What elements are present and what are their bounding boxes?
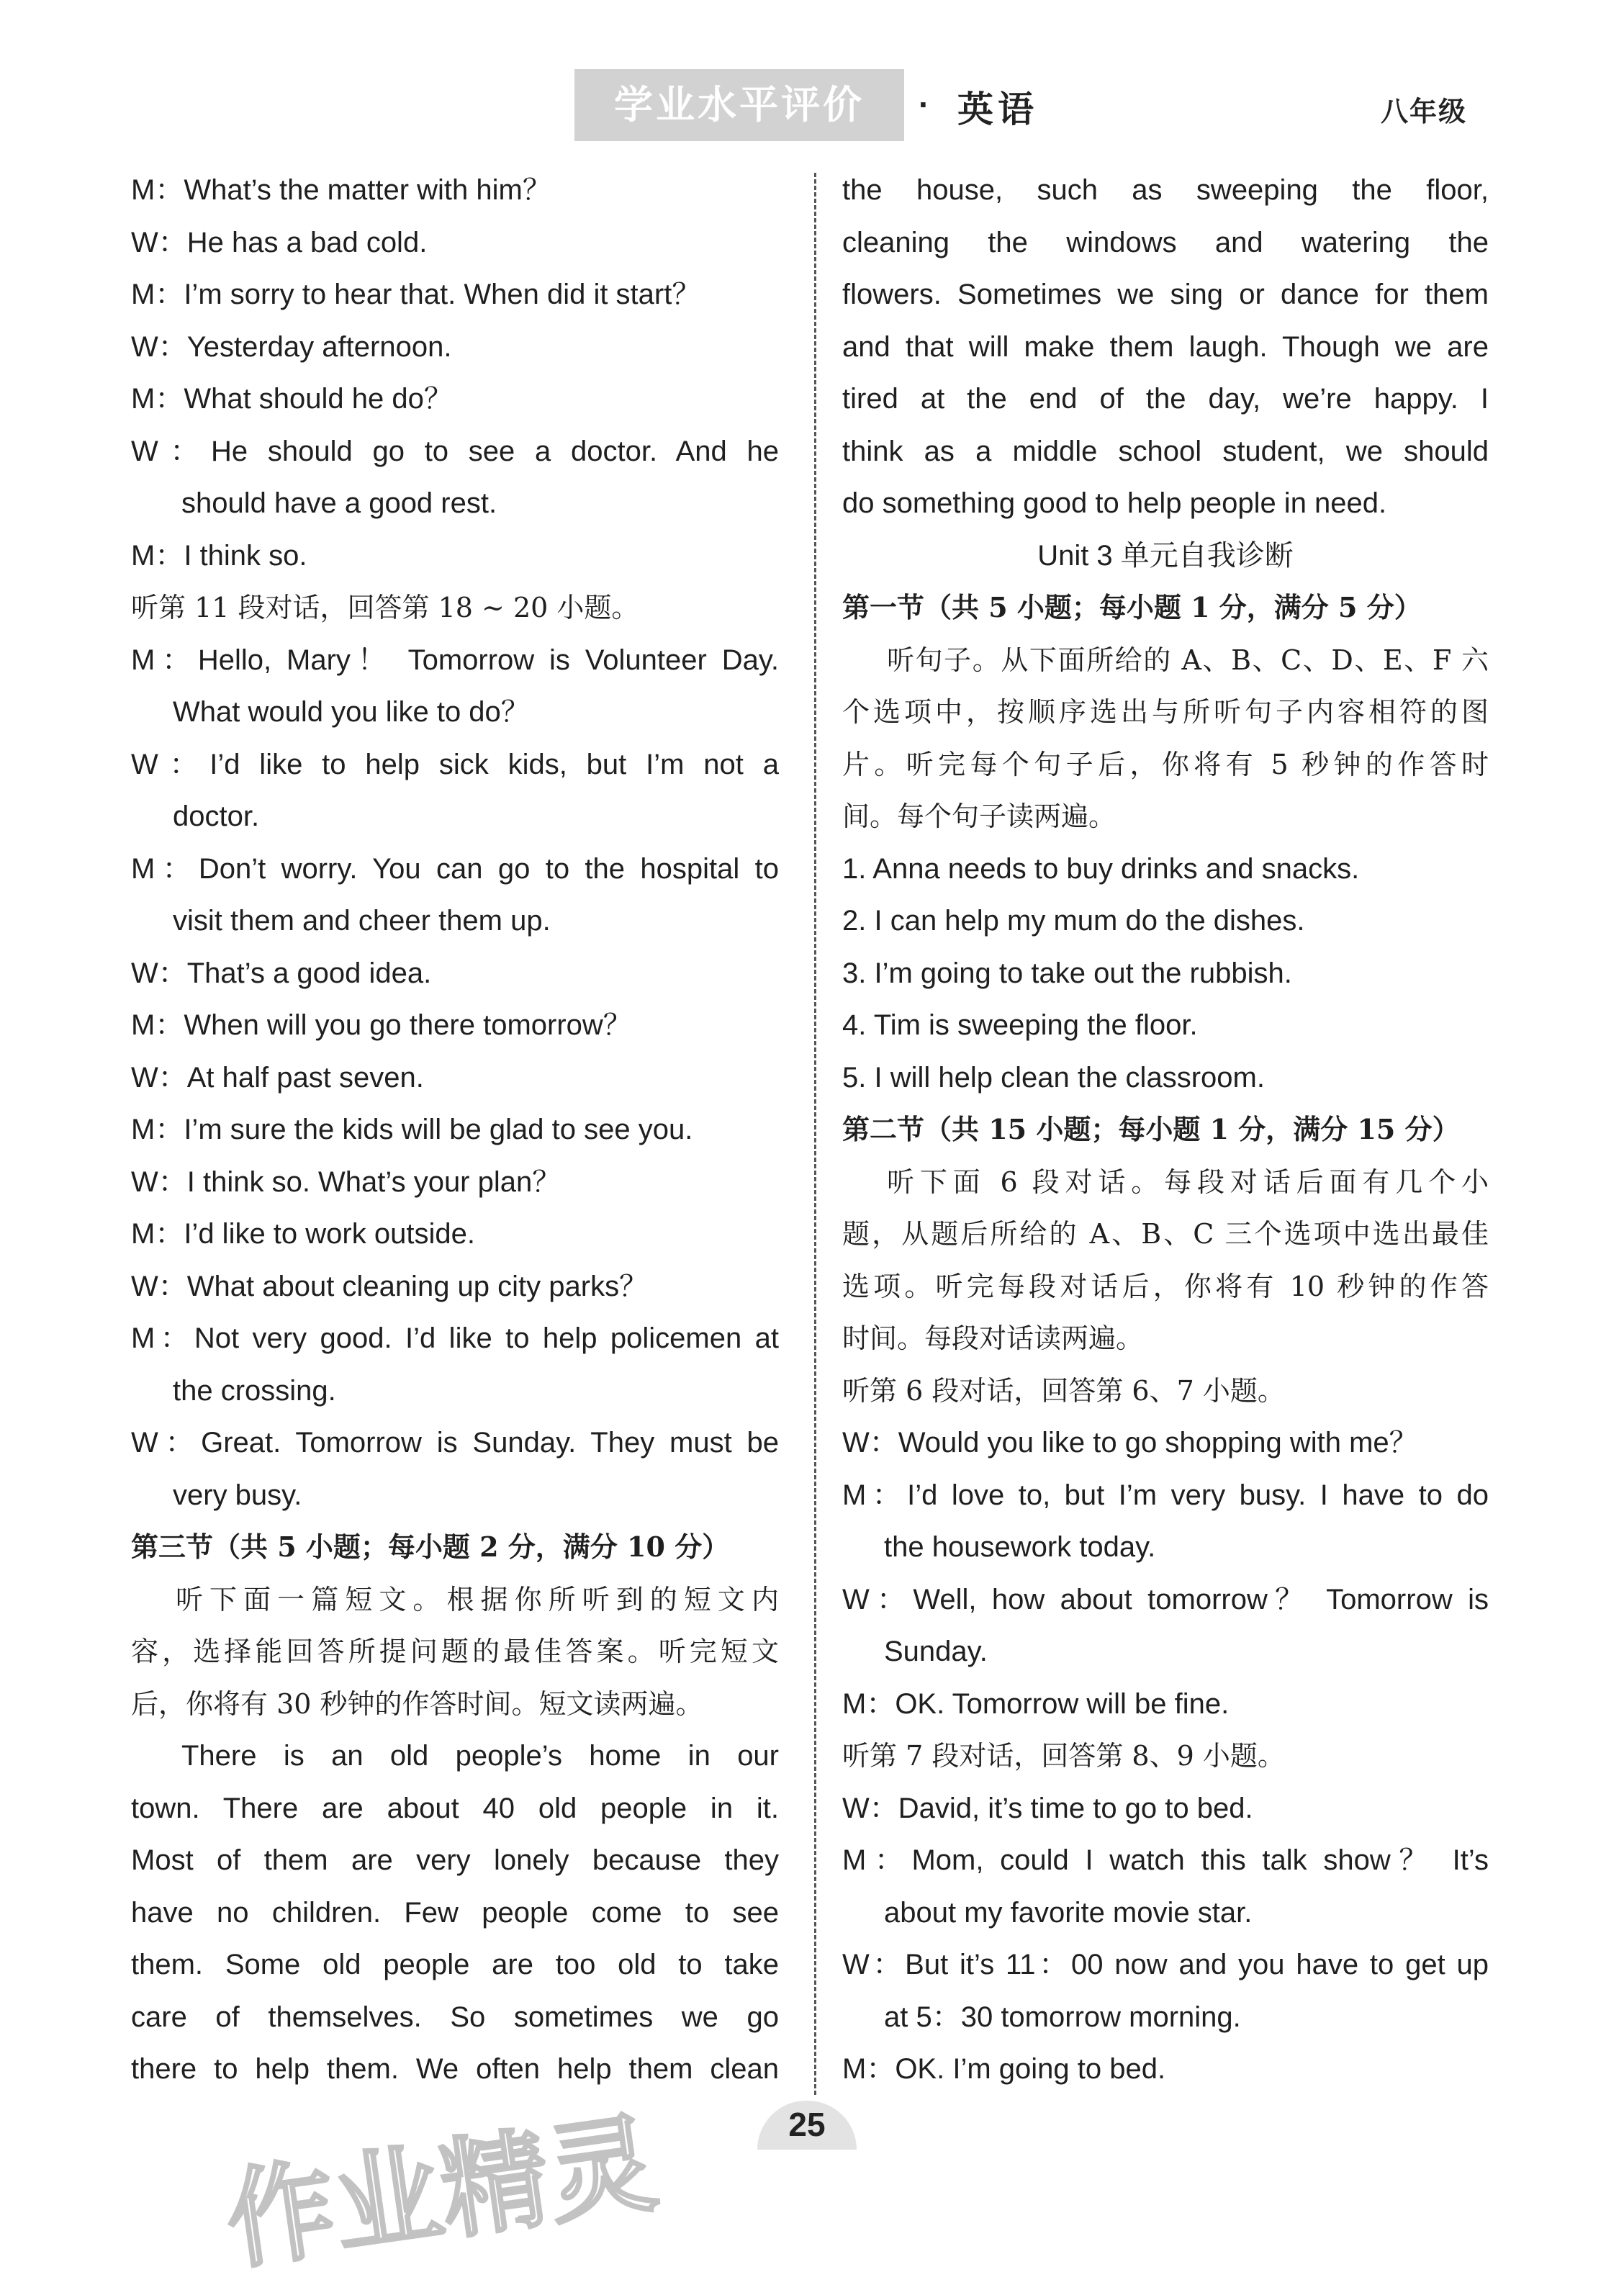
watermark-logo: 作业精灵 [219, 2101, 664, 2286]
dialogue-line: M：I think so. [131, 539, 307, 572]
left-column [131, 164, 779, 2096]
passage-line: cleaning the windows and watering the [842, 226, 1489, 258]
section-heading: 第三节（共 5 小题；每小题 2 分，满分 10 分） [131, 1531, 730, 1563]
right-column [842, 164, 1489, 2096]
sentence-item: 3. I’m going to take out the rubbish. [842, 957, 1292, 989]
dialogue-line: M：Don’t worry. You can go to the hospital to [131, 852, 779, 885]
instruction-paragraph: 片。听完每个句子后，你将有 5 秒钟的作答时 [842, 748, 1489, 780]
dialogue-line-continued: about my favorite movie star. [884, 1896, 1253, 1929]
instruction-paragraph: 后，你将有 30 秒钟的作答时间。短文读两遍。 [131, 1687, 703, 1720]
dialogue-line-continued: at 5：30 tomorrow morning. [884, 2001, 1241, 2033]
page-number: 25 [788, 2106, 826, 2143]
dialogue-line-continued: the crossing. [173, 1374, 336, 1407]
dialogue-line: M：Mom, could I watch this talk show？ It’s [842, 1844, 1489, 1876]
section-heading: 第二节（共 15 小题；每小题 1 分，满分 15 分） [842, 1113, 1460, 1145]
dialogue-line: W：At half past seven. [131, 1061, 424, 1094]
dialogue-line: M：What should he do？ [131, 383, 453, 415]
column-divider [814, 173, 816, 2095]
passage-line: have no children. Few people come to see [131, 1896, 779, 1929]
passage-line: care of themselves. So sometimes we go [131, 2001, 779, 2033]
dialogue-line: W：I’d like to help sick kids, but I’m not a [131, 748, 779, 780]
unit-title: Unit 3 单元自我诊断 [1037, 539, 1294, 572]
passage-line: do something good to help people in need. [842, 487, 1387, 519]
dialogue-line-continued: visit them and cheer them up. [173, 905, 551, 937]
dialogue-line: W：He has a bad cold. [131, 226, 428, 258]
dialogue-line: M：OK. Tomorrow will be fine. [842, 1687, 1230, 1720]
page-header [0, 0, 1624, 151]
passage-line: and that will make them laugh. Though we are [842, 330, 1489, 363]
section-heading: 第一节（共 5 小题；每小题 1 分，满分 5 分） [842, 591, 1422, 623]
passage-line: Most of them are very lonely because they [131, 1844, 779, 1876]
passage-line: tired at the end of the day, we’re happy. I [842, 383, 1489, 415]
instruction-paragraph: 时间。每段对话读两遍。 [842, 1322, 1144, 1354]
dialogue-line: W：That’s a good idea. [131, 957, 432, 989]
sentence-item: 5. I will help clean the classroom. [842, 1061, 1265, 1094]
dialogue-line-continued: doctor. [173, 801, 260, 832]
passage-line: There is an old people’s home in our [181, 1740, 779, 1772]
dialogue-line: M：Hello, Mary！ Tomorrow is Volunteer Day. [131, 644, 779, 676]
passage-line: town. There are about 40 old people in it. [131, 1792, 779, 1824]
dialogue-line: W：Yesterday afternoon. [131, 330, 452, 363]
dialogue-line: W：He should go to see a doctor. And he [131, 435, 779, 467]
dialogue-line: M：I’d love to, but I’m very busy. I have to do [842, 1479, 1489, 1511]
sentence-item: 2. I can help my mum do the dishes. [842, 905, 1305, 937]
dialogue-line: W：I think so. What’s your plan？ [131, 1166, 561, 1198]
dialogue-line-continued: Sunday. [884, 1636, 988, 1667]
passage-line: think as a middle school student, we should [842, 435, 1489, 467]
dialogue-line-continued: should have a good rest. [181, 487, 497, 519]
instruction-paragraph: 容，选择能回答所提问题的最佳答案。听完短文 [131, 1636, 779, 1667]
dialogue-line: M：I’m sorry to hear that. When did it start？ [131, 279, 701, 310]
dialogue-line-continued: very busy. [173, 1479, 302, 1511]
dialogue-line: M：I’d like to work outside. [131, 1218, 475, 1250]
instruction-paragraph: 选项。听完每段对话后，你将有 10 秒钟的作答 [842, 1270, 1489, 1302]
instruction-paragraph: 间。每个句子读两遍。 [842, 801, 1116, 832]
passage-line: there to help them. We often help them clean [131, 2053, 779, 2085]
dialogue-line: W：But it’s 11：00 now and you have to get up [842, 1949, 1489, 1980]
passage-line: them. Some old people are too old to take [131, 1949, 779, 1980]
instruction-paragraph: 听下面一篇短文。根据你所听到的短文内 [176, 1583, 779, 1615]
header-separator: · [919, 86, 930, 123]
passage-line: flowers. Sometimes we sing or dance for them [842, 279, 1489, 310]
section-instruction: 听第 7 段对话，回答第 8、9 小题。 [842, 1740, 1285, 1772]
dialogue-line: W：Great. Tomorrow is Sunday. They must be [131, 1427, 779, 1459]
sentence-item: 4. Tim is sweeping the floor. [842, 1009, 1198, 1041]
dialogue-line-continued: What would you like to do？ [173, 696, 530, 728]
section-instruction: 听第 11 段对话，回答第 18 ~ 20 小题。 [131, 592, 639, 623]
instruction-paragraph: 听句子。从下面所给的 A、B、C、D、E、F 六 [887, 644, 1489, 676]
passage-line: the house, such as sweeping the floor, [842, 174, 1489, 206]
dialogue-line: W：What about cleaning up city parks？ [131, 1270, 649, 1302]
section-instruction: 听第 6 段对话，回答第 6、7 小题。 [842, 1374, 1285, 1407]
grade-label: 八年级 [1381, 95, 1468, 127]
sentence-item: 1. Anna needs to buy drinks and snacks. [842, 852, 1360, 885]
instruction-paragraph: 题，从题后所给的 A、B、C 三个选项中选出最佳 [842, 1218, 1489, 1250]
instruction-paragraph: 个选项中，按顺序选出与所听句子内容相符的图 [842, 696, 1489, 728]
dialogue-line: W：David, it’s time to go to bed. [842, 1792, 1253, 1824]
dialogue-line: W：Well, how about tomorrow？ Tomorrow is [842, 1583, 1489, 1615]
dialogue-line: M：When will you go there tomorrow？ [131, 1009, 632, 1041]
subject-title: 英语 [957, 88, 1038, 130]
dialogue-line: M：What’s the matter with him？ [131, 174, 551, 206]
dialogue-line: M：I’m sure the kids will be glad to see you. [131, 1114, 693, 1145]
dialogue-line: M：OK. I’m going to bed. [842, 2053, 1166, 2085]
instruction-paragraph: 听下面 6 段对话。每段对话后面有几个小 [887, 1166, 1489, 1198]
dialogue-line: M：Not very good. I’d like to help policemen at [131, 1322, 779, 1354]
dialogue-line-continued: the housework today. [884, 1531, 1156, 1563]
series-title: 学业水平评价 [574, 69, 904, 141]
dialogue-line: W：Would you like to go shopping with me？ [842, 1427, 1418, 1459]
